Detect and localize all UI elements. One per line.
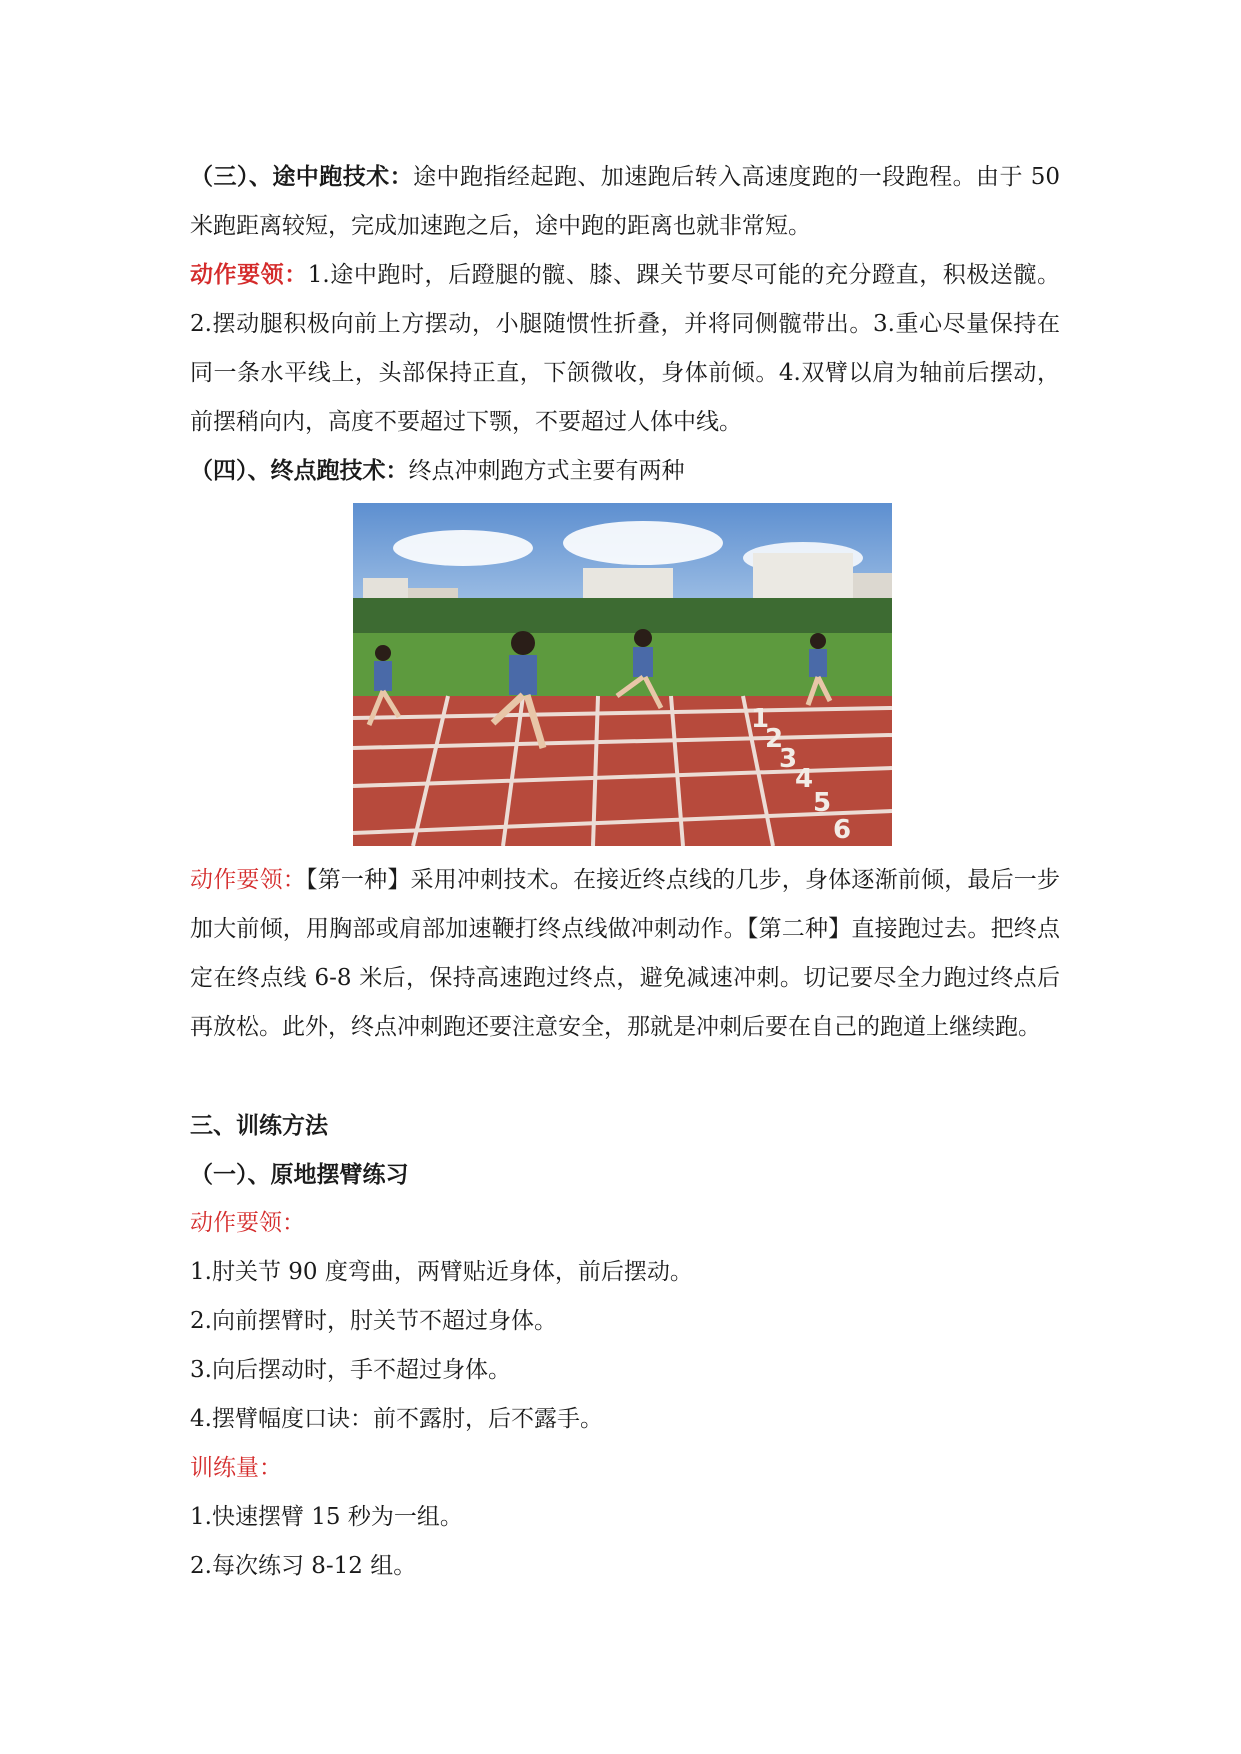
finish-key-points-paragraph: [190, 856, 1060, 1052]
section-mid-race-body: 途中跑指经起跑、加速跑后转入高速度跑的一段跑程。由于 50 米跑距离较短，完成加速跑之后，途中跑的距离也就非常短。: [190, 164, 1061, 239]
section-finish-paragraph: [190, 446, 1060, 496]
section-mid-race-paragraph: [190, 152, 1060, 251]
arm-swing-item-1: 1.肘关节 90 度弯曲，两臂贴近身体，前后摆动。: [190, 1259, 693, 1285]
section-finish-body: 终点冲刺跑方式主要有两种: [408, 458, 685, 484]
mid-race-key-points-paragraph: [190, 250, 1060, 447]
training-methods-heading: 三、训练方法: [190, 1112, 328, 1139]
track-number-2: 2: [765, 724, 784, 754]
arm-swing-item-3: 3.向后摆动时，手不超过身体。: [190, 1357, 511, 1383]
arm-swing-item-2: 2.向前摆臂时，肘关节不超过身体。: [190, 1308, 557, 1334]
track-number-5: 5: [813, 788, 832, 818]
arm-swing-drill-heading: （一）、原地摆臂练习: [190, 1161, 409, 1188]
track-number-6: 6: [833, 815, 852, 845]
arm-swing-key-points-label: 动作要领：: [190, 1210, 305, 1236]
training-volume-label: 训练量：: [190, 1455, 282, 1481]
mid-race-key-points-label: 动作要领：: [190, 261, 308, 288]
finish-key-points-body: 【第一种】采用冲刺技术。在接近终点线的几步，身体逐渐前倾，最后一步加大前倾，用胸部或肩部加速鞭打终点线做冲刺动作。【第二种】直接跑过去。把终点定在终点线 6-8 米后，保持高速跑过终点，避免减速冲刺。切记要尽全力跑过终点后再放松。此外，终点冲刺跑还要注意安全，那就是冲刺后要在自己的跑道上继续跑。: [190, 867, 1061, 1040]
finish-line-running-photo: [353, 503, 892, 846]
arm-swing-item-4: 4.摆臂幅度口诀：前不露肘，后不露手。: [190, 1406, 603, 1432]
track-number-3: 3: [779, 744, 798, 774]
track-number-4: 4: [795, 764, 814, 794]
finish-key-points-label: 动作要领：: [190, 867, 307, 893]
training-volume-item-2: 2.每次练习 8-12 组。: [190, 1553, 417, 1579]
mid-race-key-points-body: 1.途中跑时，后蹬腿的髋、膝、踝关节要尽可能的充分蹬直，积极送髋。2.摆动腿积极向前上方摆动，小腿随惯性折叠，并将同侧髋带出。3.重心尽量保持在同一条水平线上，头部保持正直，下颌微收，身体前倾。4.双臂以肩为轴前后摆动，前摆稍向内，高度不要超过下颚，不要超过人体中线。: [190, 262, 1061, 435]
section-finish-heading: （四）、终点跑技术：: [190, 457, 409, 484]
track-number-1: 1: [751, 704, 770, 734]
section-mid-race-heading: （三）、途中跑技术：: [190, 163, 414, 190]
training-volume-item-1: 1.快速摆臂 15 秒为一组。: [190, 1504, 463, 1530]
